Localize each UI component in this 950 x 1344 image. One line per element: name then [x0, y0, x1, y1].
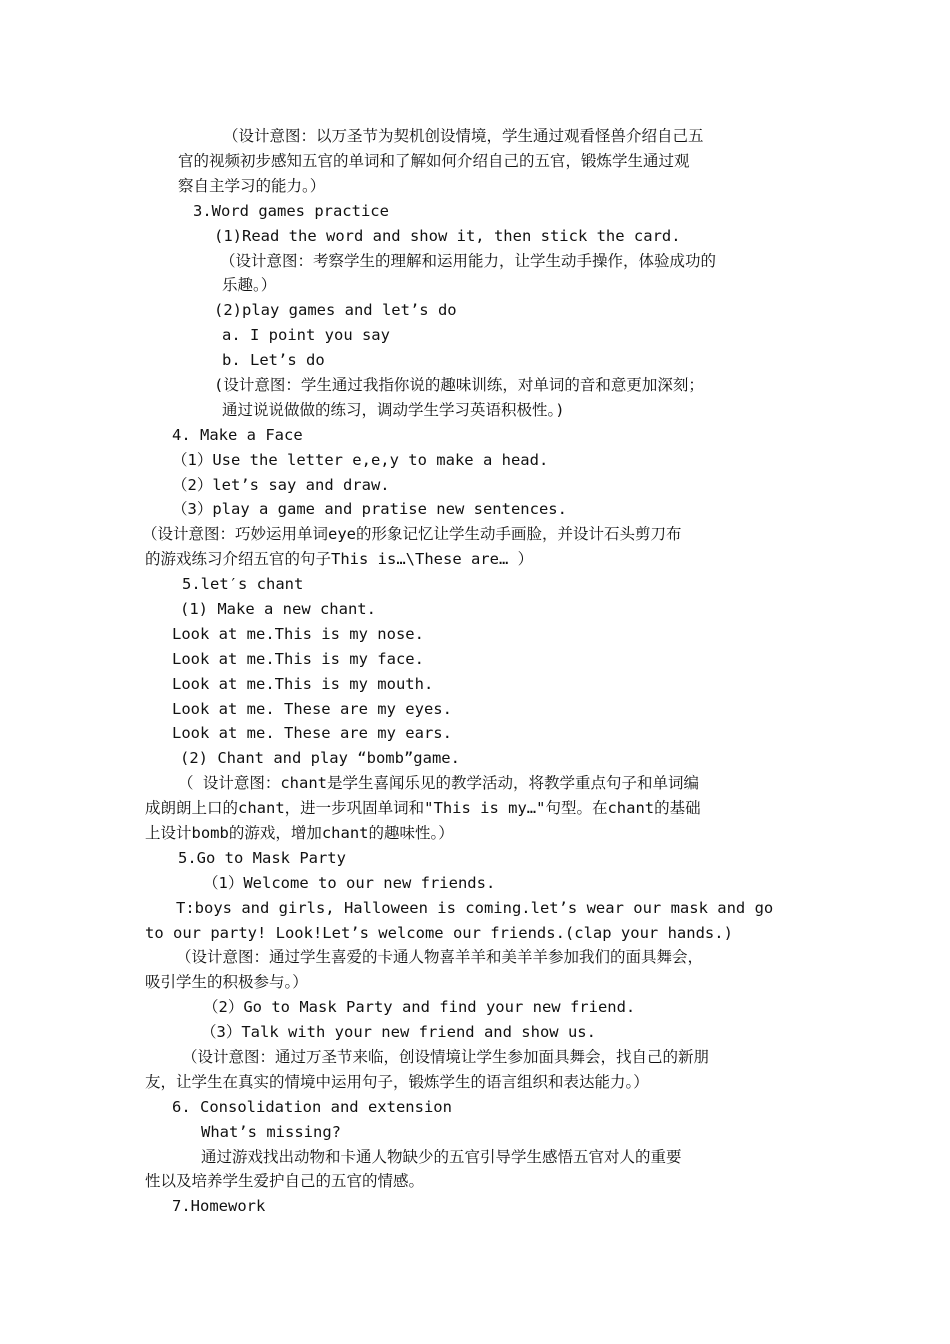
- text-line: T:boys and girls, Halloween is coming.let’s wear our mask and go: [176, 899, 774, 917]
- heading-mask-party: 5.Go to Mask Party: [178, 849, 346, 867]
- text-line: （1）Welcome to our new friends.: [203, 874, 496, 892]
- text-line: （1）Use the letter e,e,y to make a head.: [172, 451, 549, 469]
- text-line: 的游戏练习介绍五官的句子This is…\These are… ）: [145, 550, 534, 568]
- text-line: （ 设计意图：chant是学生喜闻乐见的教学活动，将教学重点句子和单词编: [178, 774, 699, 792]
- text-line: 乐趣。）: [222, 276, 277, 294]
- text-line: (2)play games and let’s do: [214, 301, 457, 319]
- text-line: 友，让学生在真实的情境中运用句子，锻炼学生的语言组织和表达能力。）: [145, 1073, 649, 1091]
- text-line: 通过说说做做的练习，调动学生学习英语积极性。): [222, 401, 565, 419]
- text-line: （设计意图：考察学生的理解和运用能力，让学生动手操作，体验成功的: [220, 252, 717, 270]
- text-line: （2）let’s say and draw.: [172, 476, 390, 494]
- chant-line: Look at me.This is my face.: [172, 650, 424, 668]
- text-line: （3）play a game and pratise new sentences.: [172, 500, 567, 518]
- text-line: What’s missing?: [201, 1123, 341, 1141]
- text-line: 上设计bomb的游戏，增加chant的趣味性。）: [145, 824, 454, 842]
- chant-line: Look at me. These are my eyes.: [172, 700, 452, 718]
- text-line: 通过游戏找出动物和卡通人物缺少的五官引导学生感悟五官对人的重要: [201, 1148, 682, 1166]
- text-line: （设计意图：通过学生喜爱的卡通人物喜羊羊和美羊羊参加我们的面具舞会，: [176, 948, 704, 966]
- text-line: （设计意图：巧妙运用单词eye的形象记忆让学生动手画脸，并设计石头剪刀布: [142, 525, 682, 543]
- text-line: b. Let’s do: [222, 351, 325, 369]
- text-line: （设计意图：以万圣节为契机创设情境，学生通过观看怪兽介绍自己五: [223, 127, 704, 145]
- heading-consolidation: 6. Consolidation and extension: [172, 1098, 452, 1116]
- text-line: （3）Talk with your new friend and show us.: [201, 1023, 596, 1041]
- text-line: a. I point you say: [222, 326, 390, 344]
- text-line: 吸引学生的积极参与。）: [145, 973, 308, 991]
- chant-line: Look at me. These are my ears.: [172, 724, 452, 742]
- text-line: (1) Make a new chant.: [180, 600, 376, 618]
- heading-make-a-face: 4. Make a Face: [172, 426, 303, 444]
- text-line: to our party! Look!Let’s welcome our friends.(clap your hands.): [145, 924, 733, 942]
- text-line: (1)Read the word and show it, then stick the card.: [214, 227, 681, 245]
- text-line: 成朗朗上口的chant，进一步巩固单词和"This is my…"句型。在chant的基础: [145, 799, 701, 817]
- heading-homework: 7.Homework: [172, 1197, 266, 1215]
- text-line: 官的视频初步感知五官的单词和了解如何介绍自己的五官，锻炼学生通过观: [178, 152, 690, 170]
- heading-lets-chant: 5.let′s chant: [182, 575, 304, 593]
- heading-word-games: 3.Word games practice: [193, 202, 389, 220]
- text-line: 性以及培养学生爱护自己的五官的情感。: [145, 1172, 425, 1190]
- text-line: （2）Go to Mask Party and find your new friend.: [203, 998, 636, 1016]
- text-line: 察自主学习的能力。）: [178, 177, 326, 195]
- chant-line: Look at me.This is my nose.: [172, 625, 424, 643]
- text-line: （设计意图：通过万圣节来临，创设情境让学生参加面具舞会，找自己的新朋: [182, 1048, 710, 1066]
- text-line: (设计意图：学生通过我指你说的趣味训练，对单词的音和意更加深刻；: [214, 376, 704, 394]
- chant-line: Look at me.This is my mouth.: [172, 675, 434, 693]
- text-line: (2) Chant and play “bomb”game.: [180, 749, 460, 767]
